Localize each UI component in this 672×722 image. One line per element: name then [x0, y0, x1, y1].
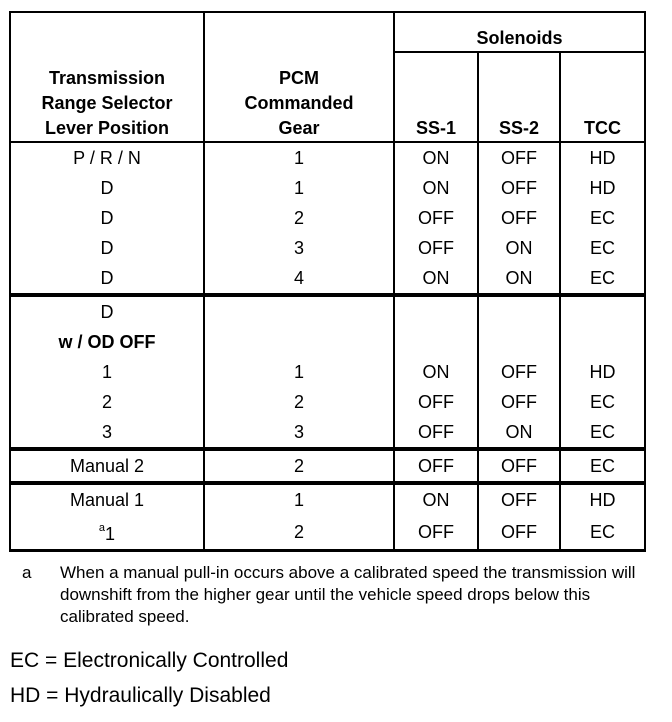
- lever-position-header: Transmission Range Selector Lever Position: [10, 12, 204, 142]
- table-row: 1 1 ON OFF HD: [10, 357, 645, 387]
- table-row: D 1 ON OFF HD: [10, 173, 645, 203]
- table-row: w / OD OFF: [10, 327, 645, 357]
- pcm-gear-header: PCM Commanded Gear: [204, 12, 394, 142]
- table-row: D 3 OFF ON EC: [10, 233, 645, 263]
- tcc-header: TCC: [560, 52, 645, 142]
- footnote-ref: a: [98, 522, 106, 534]
- table-row: 3 3 OFF ON EC: [10, 417, 645, 449]
- footnote-ref-cell: $^a$1: [10, 515, 204, 551]
- table-row: D 2 OFF OFF EC: [10, 203, 645, 233]
- table-row: Manual 2 2 OFF OFF EC: [10, 449, 645, 483]
- table-row: Manual 1 1 ON OFF HD: [10, 483, 645, 515]
- table-row: $^a$1 2 OFF OFF EC: [10, 515, 645, 551]
- legend-ec: EC = Electronically Controlled: [10, 649, 289, 672]
- legend-hd: HD = Hydraulically Disabled: [10, 684, 271, 707]
- table-row: P / R / N 1 ON OFF HD: [10, 142, 645, 173]
- ss1-header: SS-1: [394, 52, 478, 142]
- footnote: [18, 562, 658, 628]
- table-row: D: [10, 295, 645, 327]
- table-row: D 4 ON ON EC: [10, 263, 645, 295]
- solenoids-header: Solenoids: [394, 12, 645, 52]
- footnote-mark: a: [22, 563, 32, 582]
- footnote-text: When a manual pull-in occurs above a calibrated speed the transmission will downshift from the higher gear until the vehicle speed drops below this calibrated speed.: [60, 563, 636, 626]
- table-row: 2 2 OFF OFF EC: [10, 387, 645, 417]
- ss2-header: SS-2: [478, 52, 560, 142]
- solenoid-table: [9, 11, 646, 552]
